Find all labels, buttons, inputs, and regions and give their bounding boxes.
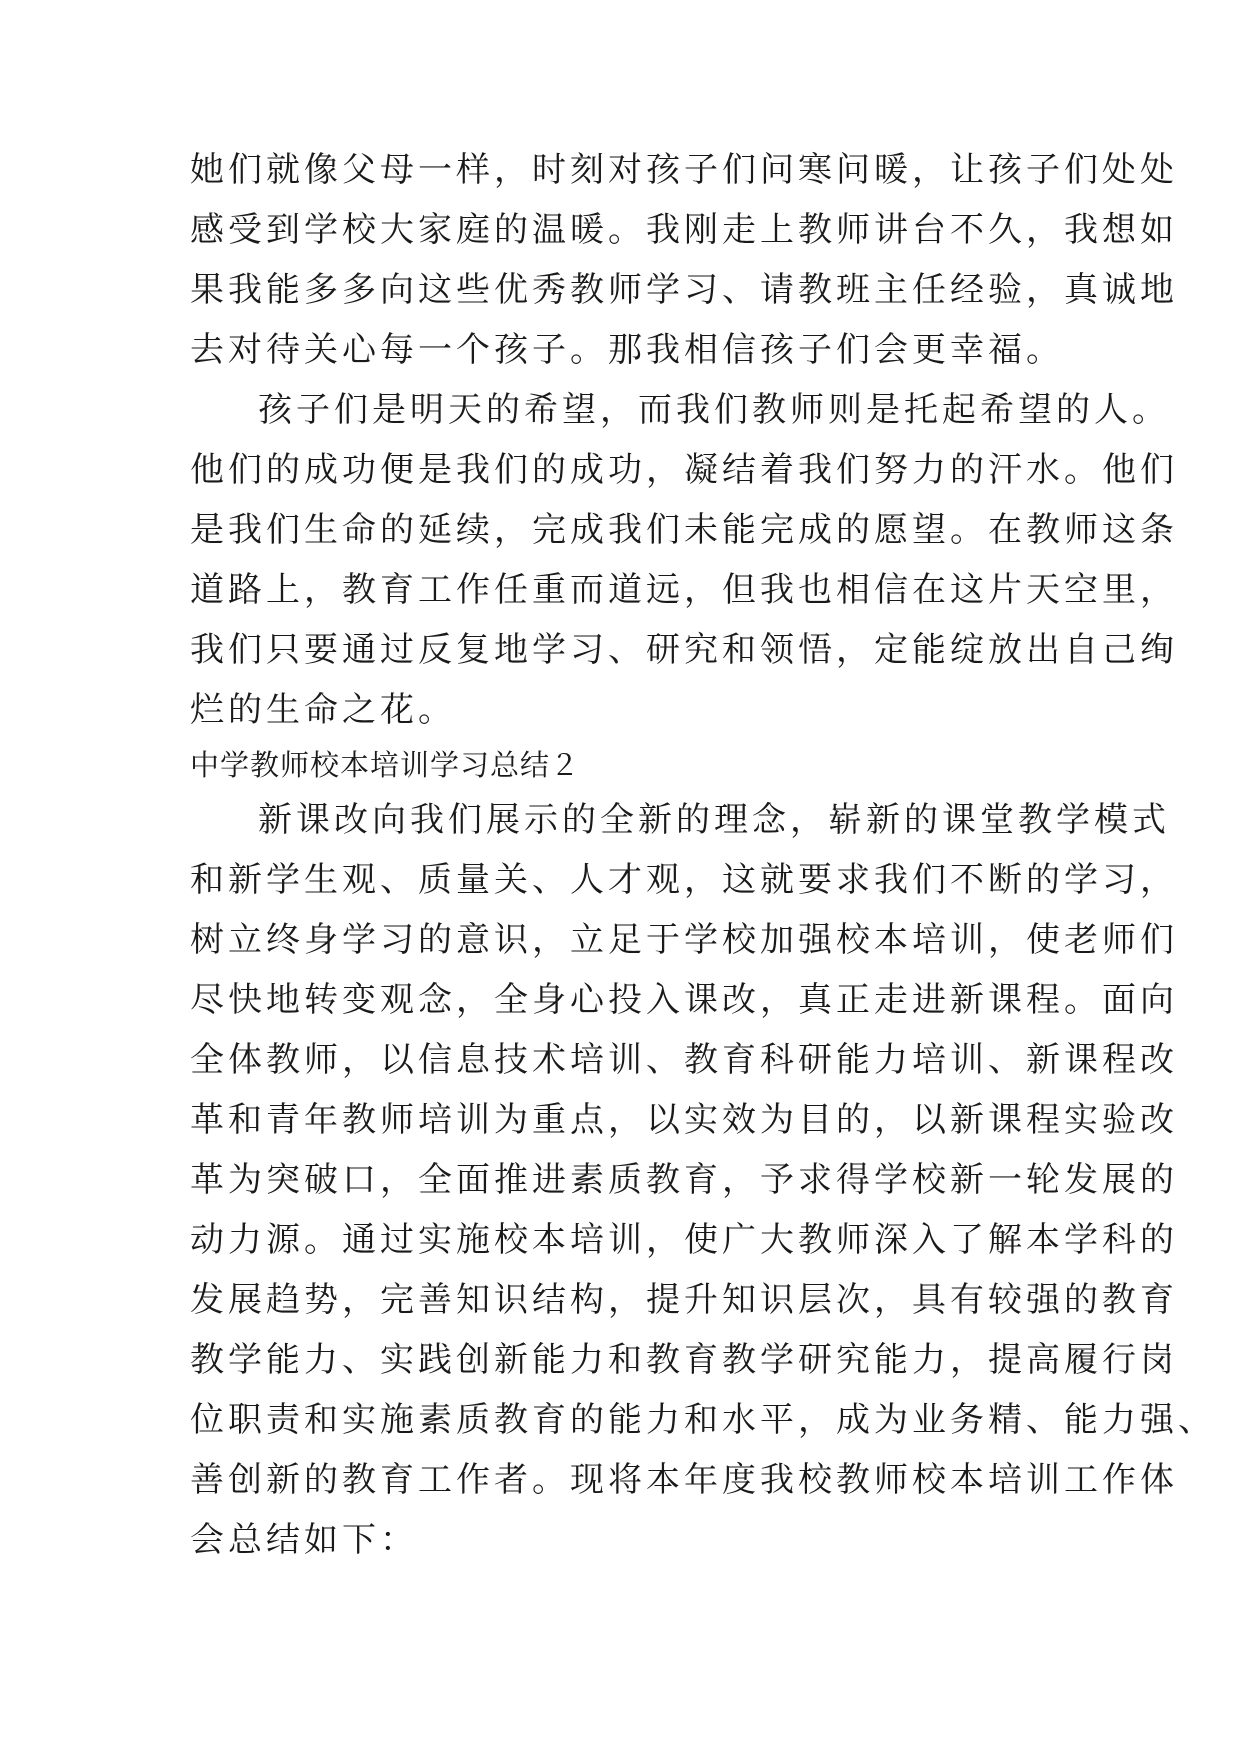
paragraph-line: 新课改向我们展示的全新的理念，崭新的课堂教学模式 [258, 800, 1170, 840]
paragraph-line: 果我能多多向这些优秀教师学习、请教班主任经验，真诚地 [190, 270, 1178, 310]
paragraph-line: 感受到学校大家庭的温暖。我刚走上教师讲台不久，我想如 [190, 210, 1178, 250]
paragraph-line: 我们只要通过反复地学习、研究和领悟，定能绽放出自己绚 [190, 630, 1178, 670]
paragraph-line: 善创新的教育工作者。现将本年度我校教师校本培训工作体 [190, 1460, 1178, 1500]
paragraph-line: 他们的成功便是我们的成功，凝结着我们努力的汗水。他们 [190, 450, 1178, 490]
paragraph-line: 动力源。通过实施校本培训，使广大教师深入了解本学科的 [190, 1220, 1178, 1260]
paragraph-line: 教学能力、实践创新能力和教育教学研究能力，提高履行岗 [190, 1340, 1178, 1380]
paragraph-line: 革和青年教师培训为重点，以实效为目的，以新课程实验改 [190, 1100, 1178, 1140]
paragraph-line: 道路上，教育工作任重而道远，但我也相信在这片天空里， [190, 570, 1178, 610]
paragraph-line: 去对待关心每一个孩子。那我相信孩子们会更幸福。 [190, 330, 1064, 370]
paragraph-line: 树立终身学习的意识，立足于学校加强校本培训，使老师们 [190, 920, 1178, 960]
paragraph-line: 全体教师，以信息技术培训、教育科研能力培训、新课程改 [190, 1040, 1178, 1080]
paragraph-line: 会总结如下： [190, 1520, 418, 1560]
paragraph-line: 是我们生命的延续，完成我们未能完成的愿望。在教师这条 [190, 510, 1178, 550]
paragraph-line: 烂的生命之花。 [190, 690, 456, 730]
section-heading: 中学教师校本培训学习总结２ [190, 748, 581, 782]
paragraph-line: 位职责和实施素质教育的能力和水平，成为业务精、能力强、 [190, 1400, 1216, 1440]
paragraph-line: 和新学生观、质量关、人才观，这就要求我们不断的学习， [190, 860, 1178, 900]
paragraph-line: 孩子们是明天的希望，而我们教师则是托起希望的人。 [258, 390, 1170, 430]
paragraph-line: 革为突破口，全面推进素质教育，予求得学校新一轮发展的 [190, 1160, 1178, 1200]
paragraph-line: 她们就像父母一样，时刻对孩子们问寒问暖，让孩子们处处 [190, 150, 1178, 190]
paragraph-line: 尽快地转变观念，全身心投入课改，真正走进新课程。面向 [190, 980, 1178, 1020]
paragraph-line: 发展趋势，完善知识结构，提升知识层次，具有较强的教育 [190, 1280, 1178, 1320]
